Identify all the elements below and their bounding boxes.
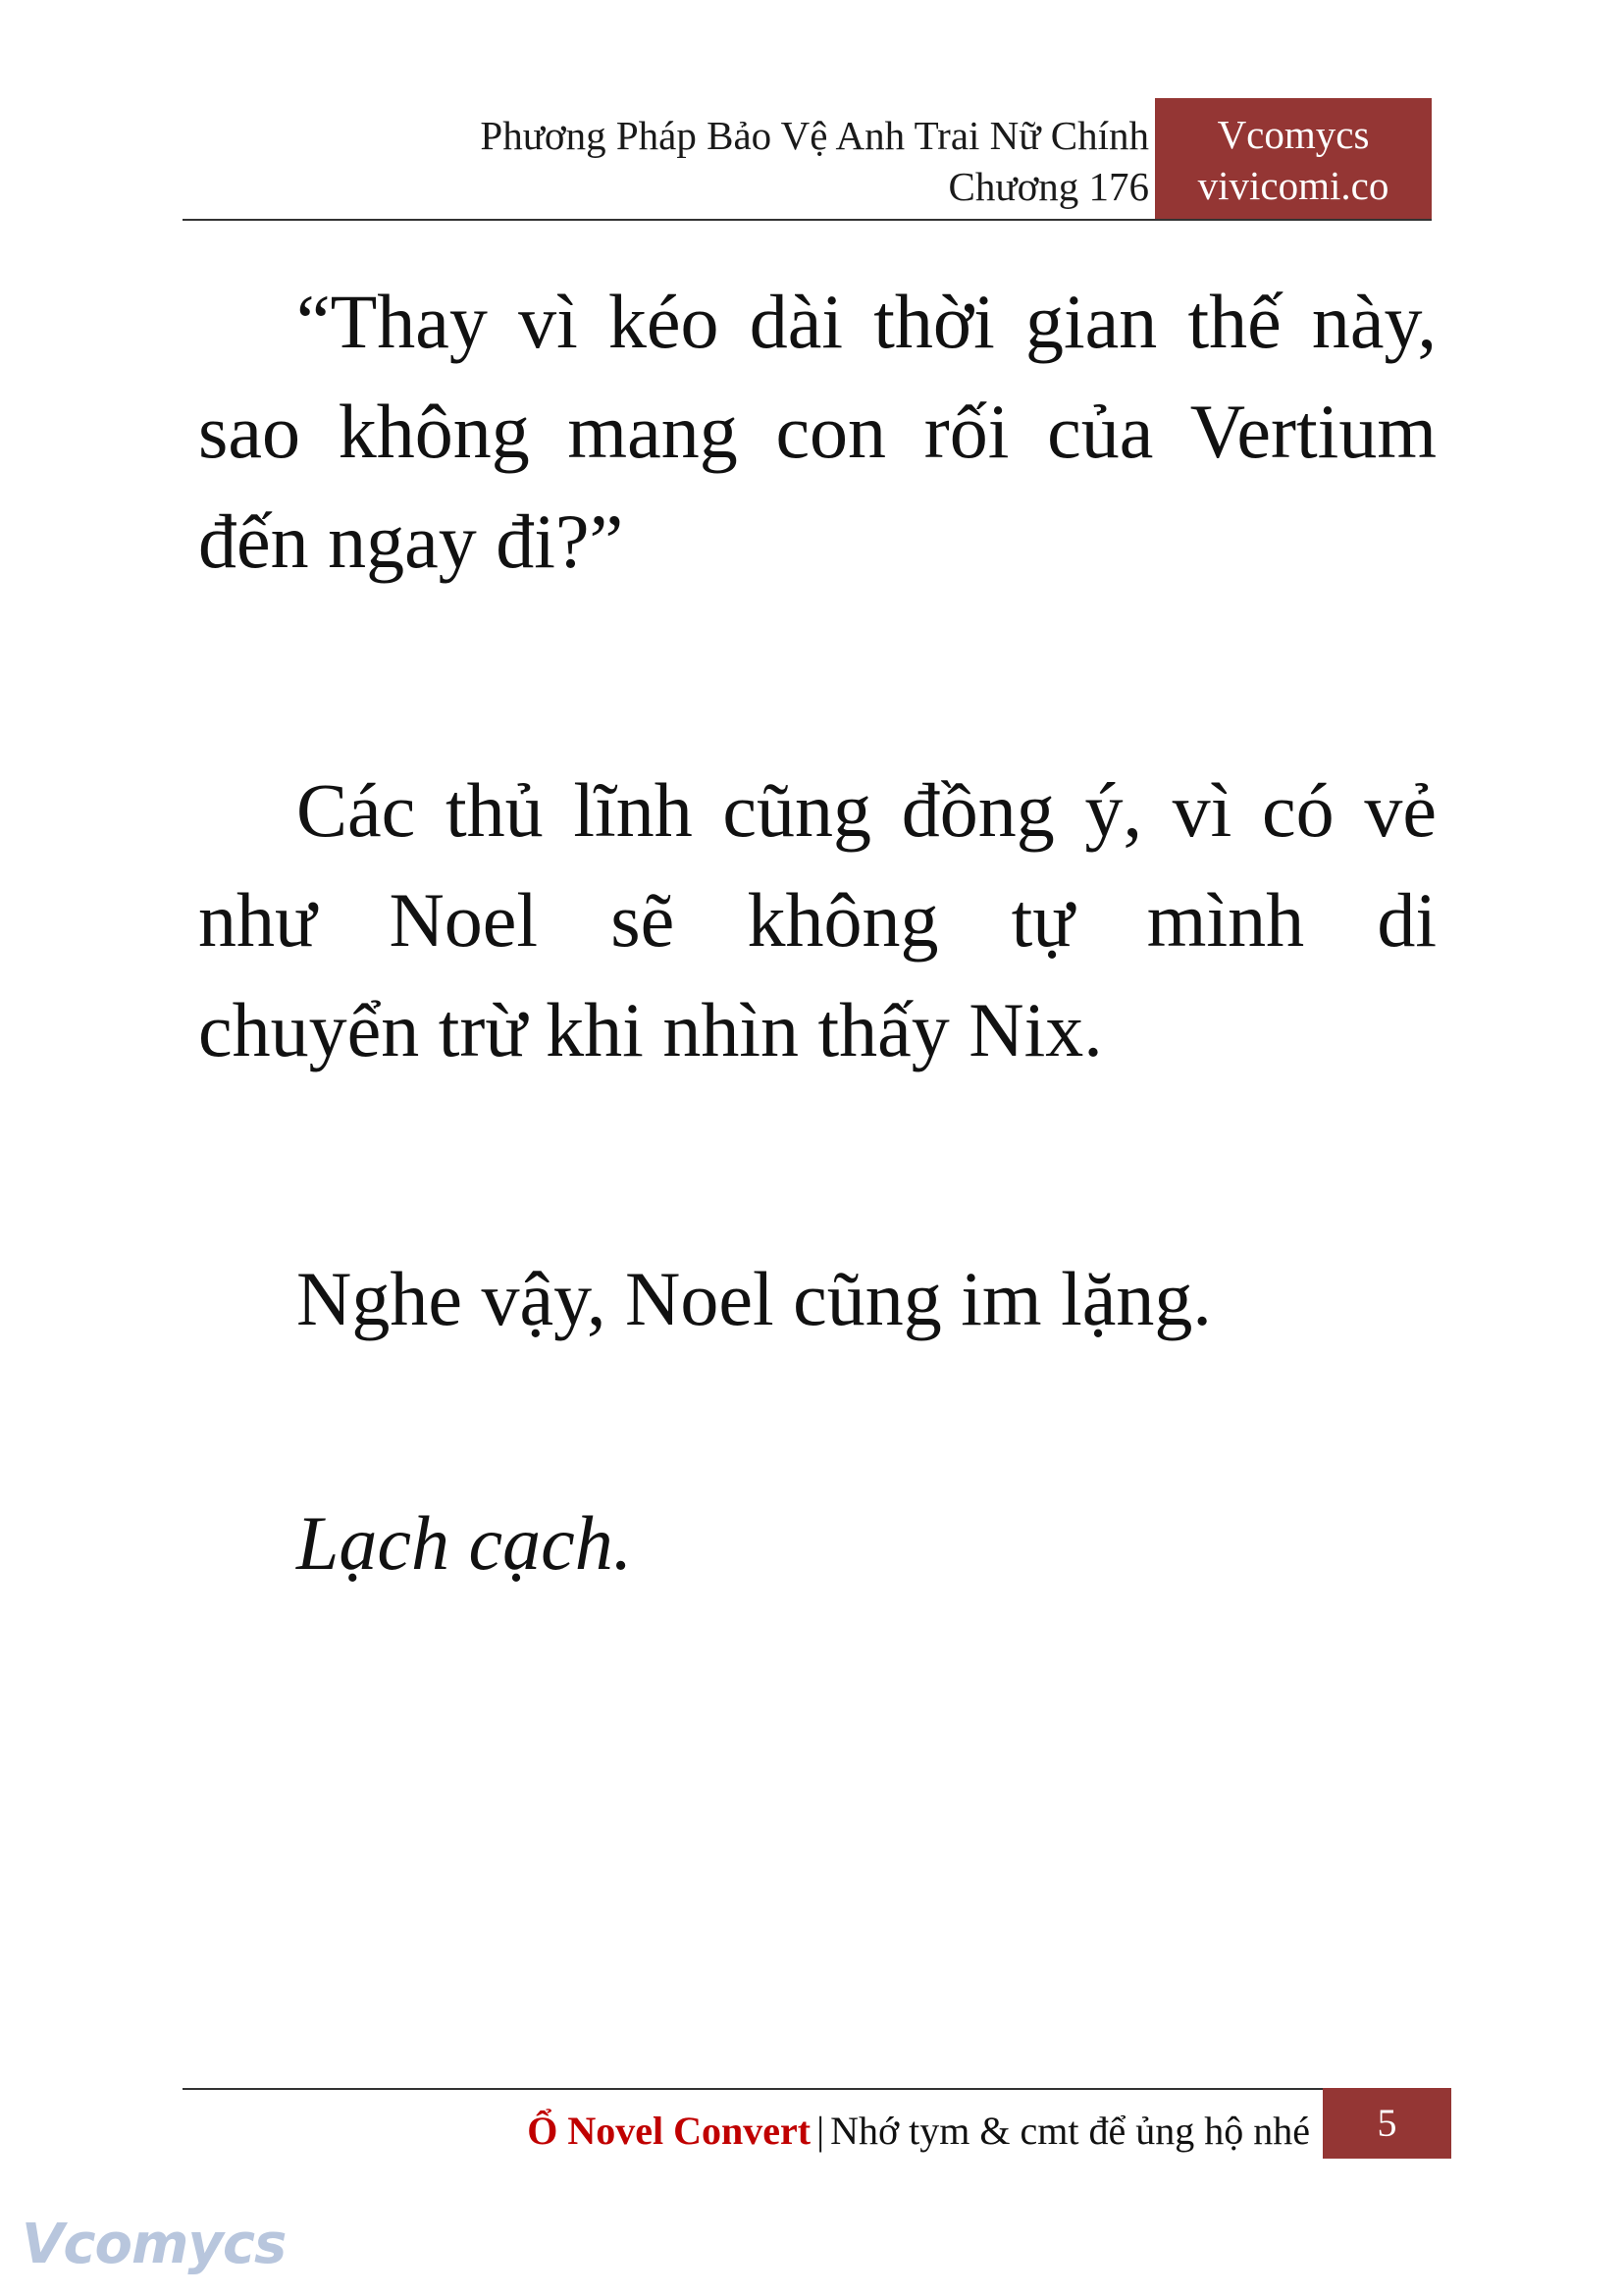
text-line: Nghe vậy, Noel cũng im lặng. bbox=[296, 1256, 1212, 1341]
paragraph-italic bbox=[198, 1488, 1437, 1598]
footer-brand: Ổ Novel Convert bbox=[527, 2109, 812, 2153]
text-line: như Noel sẽ không tự mình di bbox=[198, 877, 1437, 963]
text-line: “Thay vì kéo dài thời gian thế này, bbox=[296, 279, 1437, 364]
text-line: Các thủ lĩnh cũng đồng ý, vì có vẻ bbox=[296, 767, 1437, 853]
paragraph bbox=[198, 756, 1437, 1085]
footer-message: Nhớ tym & cmt để ủng hộ nhé bbox=[830, 2109, 1310, 2153]
text-line: Lạch cạch. bbox=[296, 1500, 633, 1586]
header-brand-box bbox=[1155, 98, 1432, 220]
text-line: đến ngay đi?” bbox=[198, 498, 624, 584]
footer-text bbox=[527, 2102, 1310, 2161]
paragraph bbox=[198, 1244, 1437, 1354]
brand-name: Vcomycs bbox=[1217, 112, 1370, 157]
watermark-logo: Vcomycs bbox=[22, 2213, 287, 2276]
footer-divider bbox=[183, 2088, 1451, 2090]
chapter-body bbox=[198, 267, 1437, 1598]
footer-separator: | bbox=[816, 2109, 825, 2153]
chapter-label: Chương 176 bbox=[948, 164, 1149, 209]
header-divider bbox=[183, 219, 1432, 221]
text-line: sao không mang con rối của Vertium bbox=[198, 389, 1437, 474]
brand-site: vivicomi.co bbox=[1197, 163, 1389, 208]
book-title: Phương Pháp Bảo Vệ Anh Trai Nữ Chính bbox=[480, 113, 1149, 158]
header-titles bbox=[480, 110, 1149, 212]
paragraph bbox=[198, 267, 1437, 597]
page-number: 5 bbox=[1323, 2088, 1451, 2159]
text-line: chuyển trừ khi nhìn thấy Nix. bbox=[198, 987, 1103, 1072]
